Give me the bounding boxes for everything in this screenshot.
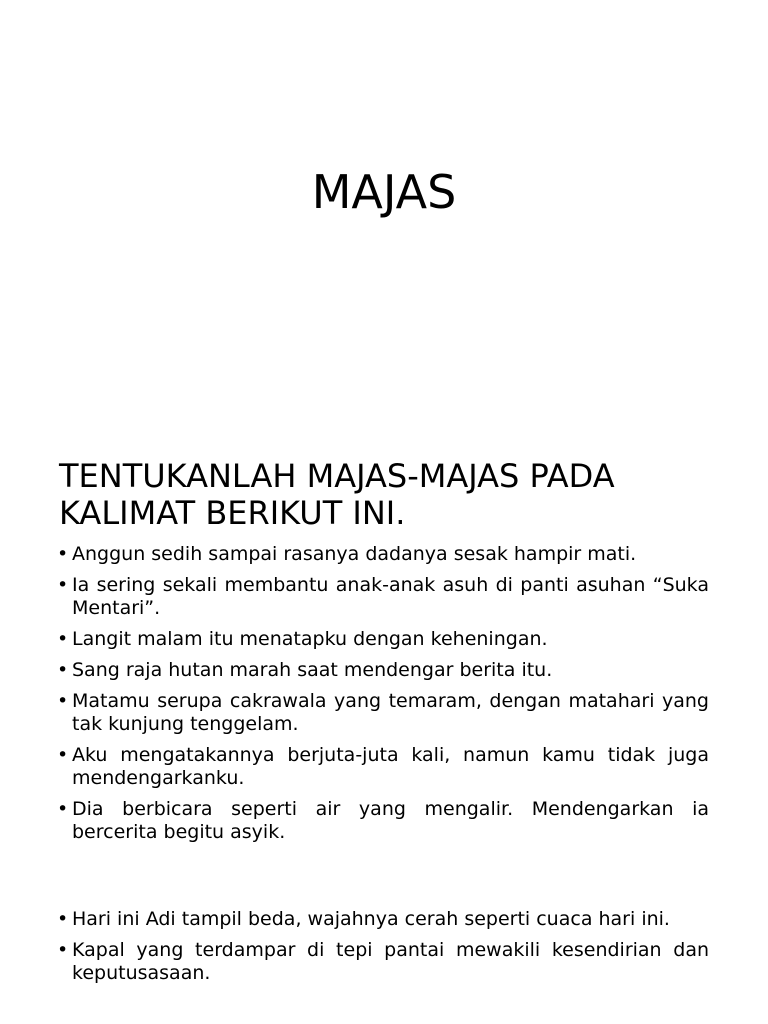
list-item-text: Ia sering sekali membantu anak-anak asuh di panti asuhan “Suka Mentari”. [72,574,709,619]
list-item-text: Aku mengatakannya berjuta-juta kali, namun kamu tidak juga mendengarkanku. [72,744,709,789]
slide-title: MAJAS [311,165,457,219]
list-item-text: Langit malam itu menatapku dengan keheningan. [72,628,548,650]
bullet-list-1 [57,543,709,852]
list-item-text: Kapal yang terdampar di tepi pantai mewakili kesendirian dan keputusasaan. [72,939,709,984]
list-item [57,744,709,790]
bullet-icon: • [57,574,69,596]
list-item [57,659,709,682]
bullet-icon: • [57,543,69,565]
bullet-icon: • [57,628,69,650]
bullet-icon: • [57,798,69,820]
bullet-icon: • [57,690,69,712]
list-item-text: Anggun sedih sampai rasanya dadanya sesak hampir mati. [72,543,637,565]
list-item-text: Matamu serupa cakrawala yang temaram, dengan matahari yang tak kunjung tenggelam. [72,690,709,735]
list-item [57,939,709,985]
list-item [57,798,709,844]
section-heading: TENTUKANLAH MAJAS-MAJAS PADA KALIMAT BERIKUT INI. [59,457,615,532]
bullet-icon: • [57,744,69,766]
list-item [57,690,709,736]
bullet-list-2 [57,908,709,993]
list-item [57,628,709,651]
list-item-text: Sang raja hutan marah saat mendengar berita itu. [72,659,553,681]
bullet-icon: • [57,908,69,930]
bullet-icon: • [57,659,69,681]
list-item [57,908,709,931]
list-item [57,543,709,566]
list-item-text: Dia berbicara seperti air yang mengalir. Mendengarkan ia bercerita begitu asyik. [72,798,709,843]
list-item [57,574,709,620]
bullet-icon: • [57,939,69,961]
list-item-text: Hari ini Adi tampil beda, wajahnya cerah seperti cuaca hari ini. [72,908,670,930]
